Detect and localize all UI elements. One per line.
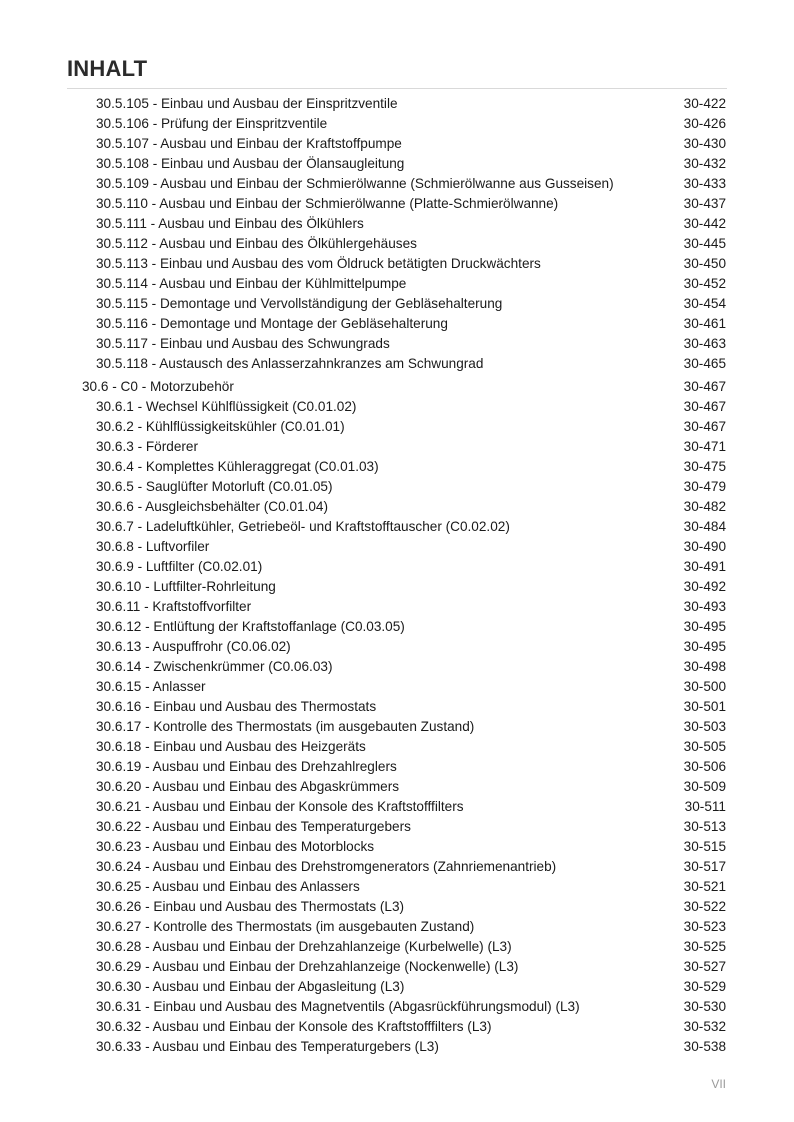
toc-entry[interactable] xyxy=(0,254,794,274)
toc-entry-title: 30.6.30 - Ausbau und Einbau der Abgasleitung (L3) xyxy=(96,979,405,994)
toc-entry-page: 30-495 xyxy=(683,639,726,654)
toc-entry[interactable] xyxy=(0,937,794,957)
toc-entry-page: 30-445 xyxy=(683,236,726,251)
toc-entry[interactable] xyxy=(0,777,794,797)
toc-entry-title: 30.5.109 - Ausbau und Einbau der Schmierölwanne (Schmierölwanne aus Gusseisen) xyxy=(96,176,614,191)
toc-entry-title: 30.6.11 - Kraftstoffvorfilter xyxy=(96,599,252,614)
toc-entry-page: 30-471 xyxy=(683,439,726,454)
toc-entry-page: 30-461 xyxy=(683,316,726,331)
page-title: INHALT xyxy=(67,56,148,81)
toc-entry-title: 30.5.111 - Ausbau und Einbau des Ölkühlers xyxy=(96,216,364,231)
toc-entry[interactable] xyxy=(0,557,794,577)
toc-entry-title: 30.6.3 - Förderer xyxy=(96,439,198,454)
toc-entry[interactable] xyxy=(0,477,794,497)
toc-entry-title: 30.6.20 - Ausbau und Einbau des Abgaskrümmers xyxy=(96,779,400,794)
page-number: VII xyxy=(711,1077,726,1091)
toc-entry-page: 30-490 xyxy=(683,539,726,554)
toc-entry-title: 30.6.16 - Einbau und Ausbau des Thermostats xyxy=(96,699,377,714)
toc-entry[interactable] xyxy=(0,214,794,234)
toc-entry[interactable] xyxy=(0,114,794,134)
toc-entry-title: 30.6.33 - Ausbau und Einbau des Temperaturgebers (L3) xyxy=(96,1039,439,1054)
toc-entry-title: 30.6.5 - Sauglüfter Motorluft (C0.01.05) xyxy=(96,479,333,494)
toc-entry[interactable] xyxy=(0,637,794,657)
toc-entry[interactable] xyxy=(0,517,794,537)
toc-entry-title: 30.6.8 - Luftvorfiler xyxy=(96,539,210,554)
toc-entry[interactable] xyxy=(0,94,794,114)
toc-entry-title: 30.5.107 - Ausbau und Einbau der Kraftstoffpumpe xyxy=(96,136,402,151)
toc-entry-title: 30.6.25 - Ausbau und Einbau des Anlassers xyxy=(96,879,360,894)
toc-entry-page: 30-450 xyxy=(683,256,726,271)
toc-entry[interactable] xyxy=(0,457,794,477)
toc-entry-page: 30-532 xyxy=(683,1019,726,1034)
toc-entry[interactable] xyxy=(0,597,794,617)
toc-entry[interactable] xyxy=(0,174,794,194)
toc-entry-title: 30.5.116 - Demontage und Montage der Gebläsehalterung xyxy=(96,316,448,331)
toc-entry-title: 30.6.31 - Einbau und Ausbau des Magnetventils (Abgasrückführungsmodul) (L3) xyxy=(96,999,580,1014)
toc-entry-page: 30-506 xyxy=(683,759,726,774)
toc-entry[interactable] xyxy=(0,677,794,697)
toc-entry-page: 30-498 xyxy=(683,659,726,674)
toc-entry-title: 30.6.21 - Ausbau und Einbau der Konsole des Kraftstofffilters xyxy=(96,799,464,814)
toc-entry[interactable] xyxy=(0,537,794,557)
toc-entry-page: 30-433 xyxy=(683,176,726,191)
toc-entry-title: 30.6.10 - Luftfilter-Rohrleitung xyxy=(96,579,276,594)
toc-entry-title: 30.6.12 - Entlüftung der Kraftstoffanlage (C0.03.05) xyxy=(96,619,405,634)
toc-entry-title: 30.5.112 - Ausbau und Einbau des Ölkühlergehäuses xyxy=(96,236,417,251)
toc-entry[interactable] xyxy=(0,737,794,757)
toc-entry-page: 30-467 xyxy=(683,379,726,394)
toc-entry[interactable] xyxy=(0,417,794,437)
toc-entry-page: 30-513 xyxy=(683,819,726,834)
toc-entry-page: 30-475 xyxy=(683,459,726,474)
toc-entry-page: 30-495 xyxy=(683,619,726,634)
toc-entry-title: 30.5.113 - Einbau und Ausbau des vom Öldruck betätigten Druckwächters xyxy=(96,256,541,271)
toc-entry-title: 30.6.1 - Wechsel Kühlflüssigkeit (C0.01.02) xyxy=(96,399,357,414)
toc-entry[interactable] xyxy=(0,657,794,677)
toc-entry-title: 30.6.19 - Ausbau und Einbau des Drehzahlreglers xyxy=(96,759,397,774)
toc-entry[interactable] xyxy=(0,154,794,174)
toc-entry-title: 30.5.105 - Einbau und Ausbau der Einspritzventile xyxy=(96,96,398,111)
toc-entry-page: 30-529 xyxy=(683,979,726,994)
toc-entry-title: 30.5.114 - Ausbau und Einbau der Kühlmittelpumpe xyxy=(96,276,407,291)
toc-entry-title: 30.5.117 - Einbau und Ausbau des Schwungrads xyxy=(96,336,390,351)
toc-entry-title: 30.6 - C0 - Motorzubehör xyxy=(82,379,234,394)
toc-entry[interactable] xyxy=(0,437,794,457)
toc-entry[interactable] xyxy=(0,234,794,254)
toc-entry-title: 30.6.24 - Ausbau und Einbau des Drehstromgenerators (Zahnriemenantrieb) xyxy=(96,859,557,874)
toc-entry[interactable] xyxy=(0,334,794,354)
toc-entry[interactable] xyxy=(0,757,794,777)
toc-entry-page: 30-515 xyxy=(683,839,726,854)
toc-entry-title: 30.6.32 - Ausbau und Einbau der Konsole des Kraftstofffilters (L3) xyxy=(96,1019,492,1034)
toc-entry[interactable] xyxy=(0,194,794,214)
toc-entry-page: 30-538 xyxy=(683,1039,726,1054)
toc-entry-title: 30.6.27 - Kontrolle des Thermostats (im ausgebauten Zustand) xyxy=(96,919,475,934)
toc-entry-page: 30-503 xyxy=(683,719,726,734)
toc-entry-title: 30.6.22 - Ausbau und Einbau des Temperaturgebers xyxy=(96,819,411,834)
toc-entry-title: 30.6.29 - Ausbau und Einbau der Drehzahlanzeige (Nockenwelle) (L3) xyxy=(96,959,519,974)
toc-entry-title: 30.6.4 - Komplettes Kühleraggregat (C0.01.03) xyxy=(96,459,379,474)
toc-entry[interactable] xyxy=(0,397,794,417)
toc-entry-page: 30-522 xyxy=(683,899,726,914)
toc-entry-page: 30-530 xyxy=(683,999,726,1014)
toc-entry[interactable] xyxy=(0,577,794,597)
toc-entry[interactable] xyxy=(0,957,794,977)
toc-entry-page: 30-465 xyxy=(683,356,726,371)
table-of-contents xyxy=(0,94,794,1057)
toc-entry[interactable] xyxy=(0,354,794,374)
toc-entry[interactable] xyxy=(0,877,794,897)
toc-entry-page: 30-491 xyxy=(683,559,726,574)
toc-entry-title: 30.6.7 - Ladeluftkühler, Getriebeöl- und Kraftstofftauscher (C0.02.02) xyxy=(96,519,510,534)
toc-section-entry[interactable] xyxy=(0,377,794,397)
toc-entry-title: 30.5.115 - Demontage und Vervollständigung der Gebläsehalterung xyxy=(96,296,503,311)
toc-entry-page: 30-452 xyxy=(683,276,726,291)
toc-entry-title: 30.6.26 - Einbau und Ausbau des Thermostats (L3) xyxy=(96,899,405,914)
toc-entry-page: 30-484 xyxy=(683,519,726,534)
toc-entry-page: 30-426 xyxy=(683,116,726,131)
toc-entry-title: 30.6.15 - Anlasser xyxy=(96,679,206,694)
toc-entry[interactable] xyxy=(0,857,794,877)
toc-entry-page: 30-492 xyxy=(683,579,726,594)
toc-entry[interactable] xyxy=(0,917,794,937)
toc-entry-page: 30-505 xyxy=(683,739,726,754)
toc-entry-page: 30-501 xyxy=(683,699,726,714)
toc-entry-title: 30.6.17 - Kontrolle des Thermostats (im ausgebauten Zustand) xyxy=(96,719,475,734)
toc-entry[interactable] xyxy=(0,717,794,737)
toc-entry[interactable] xyxy=(0,274,794,294)
toc-entry[interactable] xyxy=(0,797,794,817)
toc-entry[interactable] xyxy=(0,497,794,517)
toc-entry-page: 30-511 xyxy=(684,799,726,814)
toc-entry-title: 30.5.110 - Ausbau und Einbau der Schmierölwanne (Platte-Schmierölwanne) xyxy=(96,196,559,211)
toc-entry-page: 30-437 xyxy=(683,196,726,211)
toc-entry[interactable] xyxy=(0,837,794,857)
toc-entry-page: 30-527 xyxy=(683,959,726,974)
toc-entry-page: 30-432 xyxy=(683,156,726,171)
toc-entry-page: 30-479 xyxy=(683,479,726,494)
toc-entry-title: 30.6.23 - Ausbau und Einbau des Motorblocks xyxy=(96,839,375,854)
toc-entry-title: 30.5.106 - Prüfung der Einspritzventile xyxy=(96,116,328,131)
toc-entry[interactable] xyxy=(0,1037,794,1057)
toc-entry-page: 30-467 xyxy=(683,399,726,414)
toc-entry-title: 30.6.14 - Zwischenkrümmer (C0.06.03) xyxy=(96,659,333,674)
toc-entry-title: 30.5.118 - Austausch des Anlasserzahnkranzes am Schwungrad xyxy=(96,356,484,371)
toc-entry-page: 30-463 xyxy=(683,336,726,351)
toc-entry-title: 30.6.2 - Kühlflüssigkeitskühler (C0.01.01) xyxy=(96,419,345,434)
toc-entry[interactable] xyxy=(0,697,794,717)
toc-entry-page: 30-467 xyxy=(683,419,726,434)
toc-entry-title: 30.5.108 - Einbau und Ausbau der Ölansaugleitung xyxy=(96,156,405,171)
toc-entry[interactable] xyxy=(0,134,794,154)
toc-entry-page: 30-525 xyxy=(683,939,726,954)
toc-entry-page: 30-442 xyxy=(683,216,726,231)
toc-entry-page: 30-422 xyxy=(683,96,726,111)
toc-entry[interactable] xyxy=(0,294,794,314)
toc-entry[interactable] xyxy=(0,997,794,1017)
toc-entry[interactable] xyxy=(0,817,794,837)
toc-entry[interactable] xyxy=(0,617,794,637)
toc-entry-page: 30-509 xyxy=(683,779,726,794)
toc-entry-title: 30.6.18 - Einbau und Ausbau des Heizgeräts xyxy=(96,739,366,754)
toc-entry-page: 30-517 xyxy=(683,859,726,874)
toc-entry-page: 30-500 xyxy=(683,679,726,694)
toc-entry-title: 30.6.9 - Luftfilter (C0.02.01) xyxy=(96,559,263,574)
toc-entry-page: 30-430 xyxy=(683,136,726,151)
toc-entry-page: 30-482 xyxy=(683,499,726,514)
toc-entry-title: 30.6.28 - Ausbau und Einbau der Drehzahlanzeige (Kurbelwelle) (L3) xyxy=(96,939,512,954)
toc-entry[interactable] xyxy=(0,314,794,334)
toc-entry[interactable] xyxy=(0,897,794,917)
toc-entry-title: 30.6.13 - Auspuffrohr (C0.06.02) xyxy=(96,639,291,654)
toc-entry-title: 30.6.6 - Ausgleichsbehälter (C0.01.04) xyxy=(96,499,328,514)
title-divider xyxy=(67,88,727,89)
toc-entry-page: 30-454 xyxy=(683,296,726,311)
toc-entry-page: 30-521 xyxy=(683,879,726,894)
toc-entry[interactable] xyxy=(0,977,794,997)
toc-entry[interactable] xyxy=(0,1017,794,1037)
toc-entry-page: 30-523 xyxy=(683,919,726,934)
toc-entry-page: 30-493 xyxy=(683,599,726,614)
